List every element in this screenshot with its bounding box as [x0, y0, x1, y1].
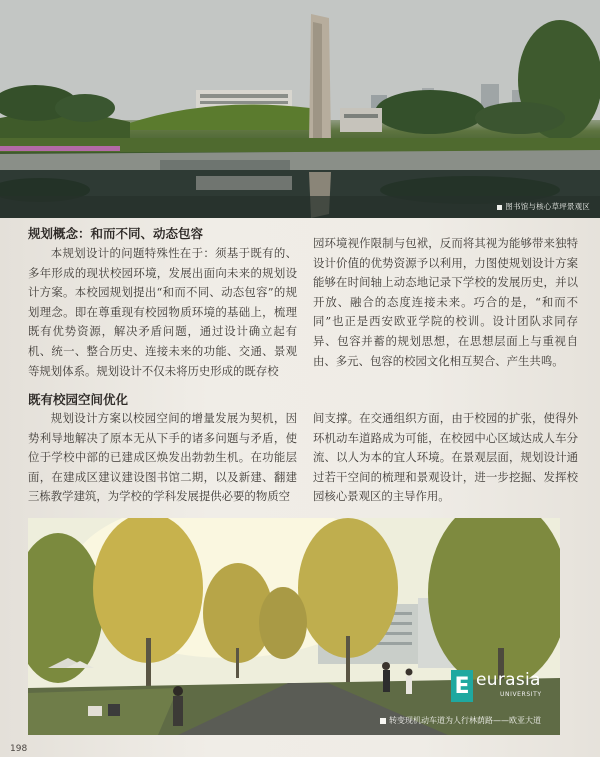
- concept-paragraph-col1: [28, 244, 297, 381]
- campus-landscape-illustration: [0, 0, 600, 218]
- eurasia-logo-name: eurasia: [476, 670, 541, 690]
- concept-text-col2: 园环境视作限制与包袱，反而将其视为能够带来独特设计价值的优势资源予以利用，力图使规划设计方案能够在时间轴上动态地记录下学校的发展历史，并以开放、融合的态度连接未来。巧合的是，“和而不同”也正是西安欧亚学院的校训。设计团队求同存异、包容并蓄的规划思想，在思想层面上与重视自由、多元、包容的校园文化相互契合、产生共鸣。: [313, 236, 578, 368]
- optimization-text-col1: 规划设计方案以校园空间的增量发展为契机，因势利导地解决了原本无从下手的诸多问题与矛盾，使位于学校中部的已建成区焕发出勃勃生机。在功能层面，在建成区建议建设图书馆二期，以及新建、翻建三栋教学建筑，为学校的学科发展提供必要的物质空: [28, 411, 297, 504]
- bottom-photo-caption: 转变现机动车道为人行林荫路——欧亚大道: [380, 715, 541, 726]
- eurasia-logo-sub: UNIVERSITY: [500, 691, 542, 698]
- eurasia-logo-mark: E: [451, 670, 473, 702]
- top-photo-caption: 图书馆与核心草坪景观区: [497, 201, 590, 212]
- section-heading-optimization: 既有校园空间优化: [28, 392, 129, 407]
- optimization-paragraph-col1: [28, 409, 297, 507]
- optimization-text-col2: 间支撑。在交通组织方面，由于校园的扩张，使得外环机动车道路成为可能，在校园中心区域达成人车分流、以人为本的宜人环境。在景观层面，规划设计通过若干空间的梳理和景观设计，进一步挖掘、发挥校园核心景观区的主导作用。: [313, 411, 578, 504]
- section-heading-concept: 规划概念：和而不同、动态包容: [28, 226, 204, 241]
- eurasia-avenue-rendering: [28, 518, 560, 735]
- concept-text-col1: 本规划设计的问题特殊性在于：须基于既有的、多年形成的现状校园环境，发展出面向未来的规划设计方案。本校园规划提出“和而不同、动态包容”的规划理念。即在尊重现有校园物质环境的基础上，梳理既有优势资源，解决矛盾问题，通过设计确立起有机、统一、整合历史、连接未来的功能、交通、景观等规划体系。规划设计不仅未将历史形成的既存校: [28, 246, 297, 378]
- page-number: 198: [10, 744, 28, 754]
- concept-paragraph-col2: [313, 234, 578, 371]
- campus-library-photo: [0, 0, 600, 218]
- avenue-illustration: [28, 518, 560, 735]
- optimization-paragraph-col2: [313, 409, 578, 507]
